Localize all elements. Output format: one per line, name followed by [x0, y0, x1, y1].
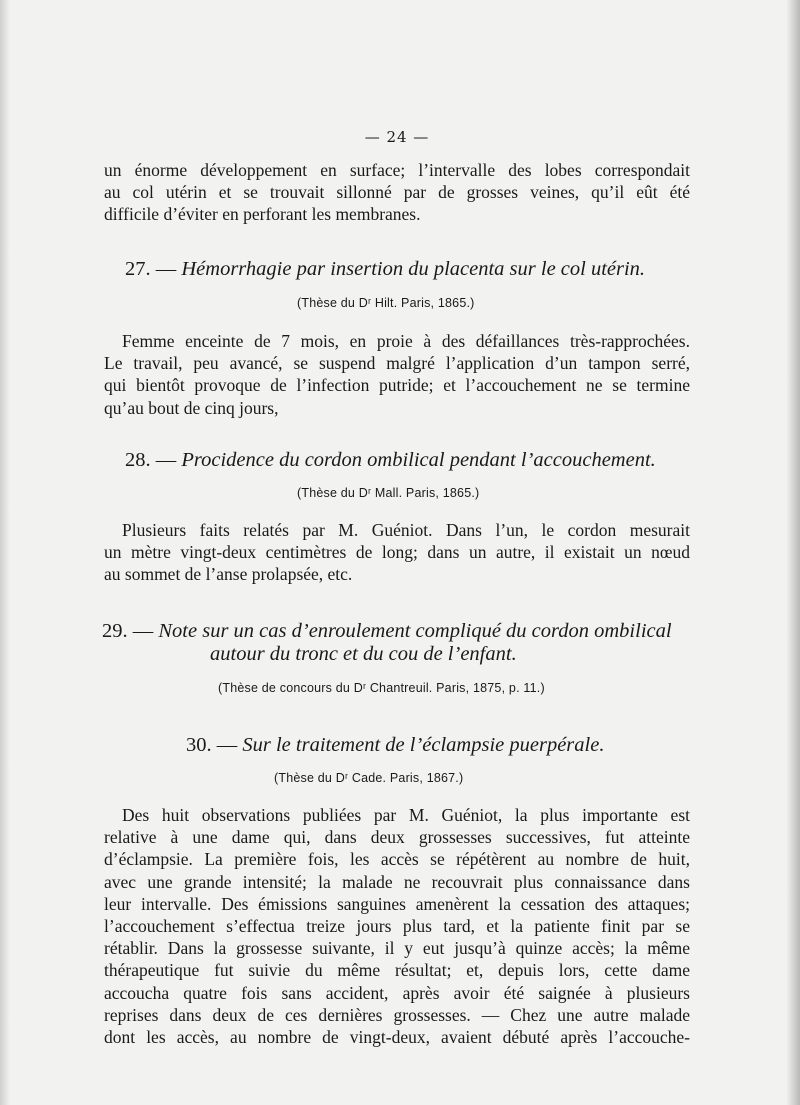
section-number: 29. — — [102, 620, 154, 642]
text-line: qu’au bout de cinq jours, — [104, 397, 279, 418]
text-line: relative à une dame qui, dans deux grossesses successives, fut atteinte — [104, 827, 690, 848]
section-27-citation: (Thèse du Dʳ Hilt. Paris, 1865.) — [297, 296, 475, 310]
text-line: au col utérin et se trouvait sillonné par de grosses veines, qu’il eût été — [104, 182, 690, 203]
text-line: l’accouchement s’effectua treize jours plus tard, et la patiente finit par se — [104, 916, 690, 937]
section-30-heading — [186, 733, 604, 757]
text-line: Plusieurs faits relatés par M. Guéniot. Dans l’un, le cordon mesurait — [122, 520, 690, 540]
text-line: Femme enceinte de 7 mois, en proie à des défaillances très-rapprochées. — [122, 331, 690, 351]
page-edge-right — [786, 0, 800, 1105]
text-line: qui bientôt provoque de l’infection putride; et l’accouchement ne se termine — [104, 375, 690, 396]
section-29-heading-continued — [210, 642, 517, 666]
section-27-heading — [125, 257, 645, 281]
text-line: Des huit observations publiées par M. Guéniot, la plus importante est — [122, 805, 690, 825]
text-line: rétablir. Dans la grossesse suivante, il y eut jusqu’à quinze accès; la même — [104, 938, 690, 959]
page-number: — 24 — — [364, 128, 430, 146]
section-title: Sur le traitement de l’éclampsie puerpérale. — [242, 734, 605, 756]
section-27-paragraph — [104, 330, 690, 419]
section-30-citation: (Thèse du Dʳ Cade. Paris, 1867.) — [274, 771, 464, 785]
section-28-heading — [125, 448, 656, 472]
section-title: Procidence du cordon ombilical pendant l’accouchement. — [181, 449, 656, 471]
text-line: accoucha quatre fois sans accident, après avoir été saignée à plusieurs — [104, 982, 690, 1003]
section-number: 28. — — [125, 449, 177, 471]
section-title: Note sur un cas d’enroulement compliqué du cordon ombilical — [158, 620, 672, 642]
text-line: avec une grande intensité; la malade ne recouvrait plus connaissance dans — [104, 871, 690, 892]
text-line: thérapeutique fut suivie du même résultat; et, depuis lors, cette dame — [104, 960, 690, 981]
text-line: au sommet de l’anse prolapsée, etc. — [104, 564, 353, 585]
text-line: difficile d’éviter en perforant les membranes. — [104, 204, 421, 225]
section-28-paragraph — [104, 519, 690, 586]
intro-paragraph — [104, 159, 690, 226]
text-line: dont les accès, au nombre de vingt-deux, avaient débuté après l’accouche- — [104, 1027, 690, 1048]
text-line: leur intervalle. Des émissions sanguines amenèrent la cessation des attaques; — [104, 893, 690, 914]
section-29-heading — [102, 619, 672, 643]
section-30-paragraph — [104, 804, 690, 1048]
section-29-citation: (Thèse de concours du Dʳ Chantreuil. Paris, 1875, p. 11.) — [218, 681, 545, 695]
section-title: Hémorrhagie par insertion du placenta sur le col utérin. — [181, 258, 646, 280]
text-line: Le travail, peu avancé, se suspend malgré l’application d’un tampon serré, — [104, 353, 690, 374]
section-number: 27. — — [125, 258, 177, 280]
section-number: 30. — — [186, 734, 238, 756]
section-title: autour du tronc et du cou de l’enfant. — [210, 643, 517, 665]
page-edge-left — [0, 0, 10, 1105]
text-line: reprises dans deux de ces dernières grossesses. — Chez une autre malade — [104, 1004, 690, 1025]
text-line: un énorme développement en surface; l’intervalle des lobes correspondait — [104, 160, 690, 180]
section-28-citation: (Thèse du Dʳ Mall. Paris, 1865.) — [297, 486, 480, 500]
text-line: un mètre vingt-deux centimètres de long; dans un autre, il existait un nœud — [104, 542, 690, 563]
text-line: d’éclampsie. La première fois, les accès se répétèrent au nombre de huit, — [104, 849, 690, 870]
